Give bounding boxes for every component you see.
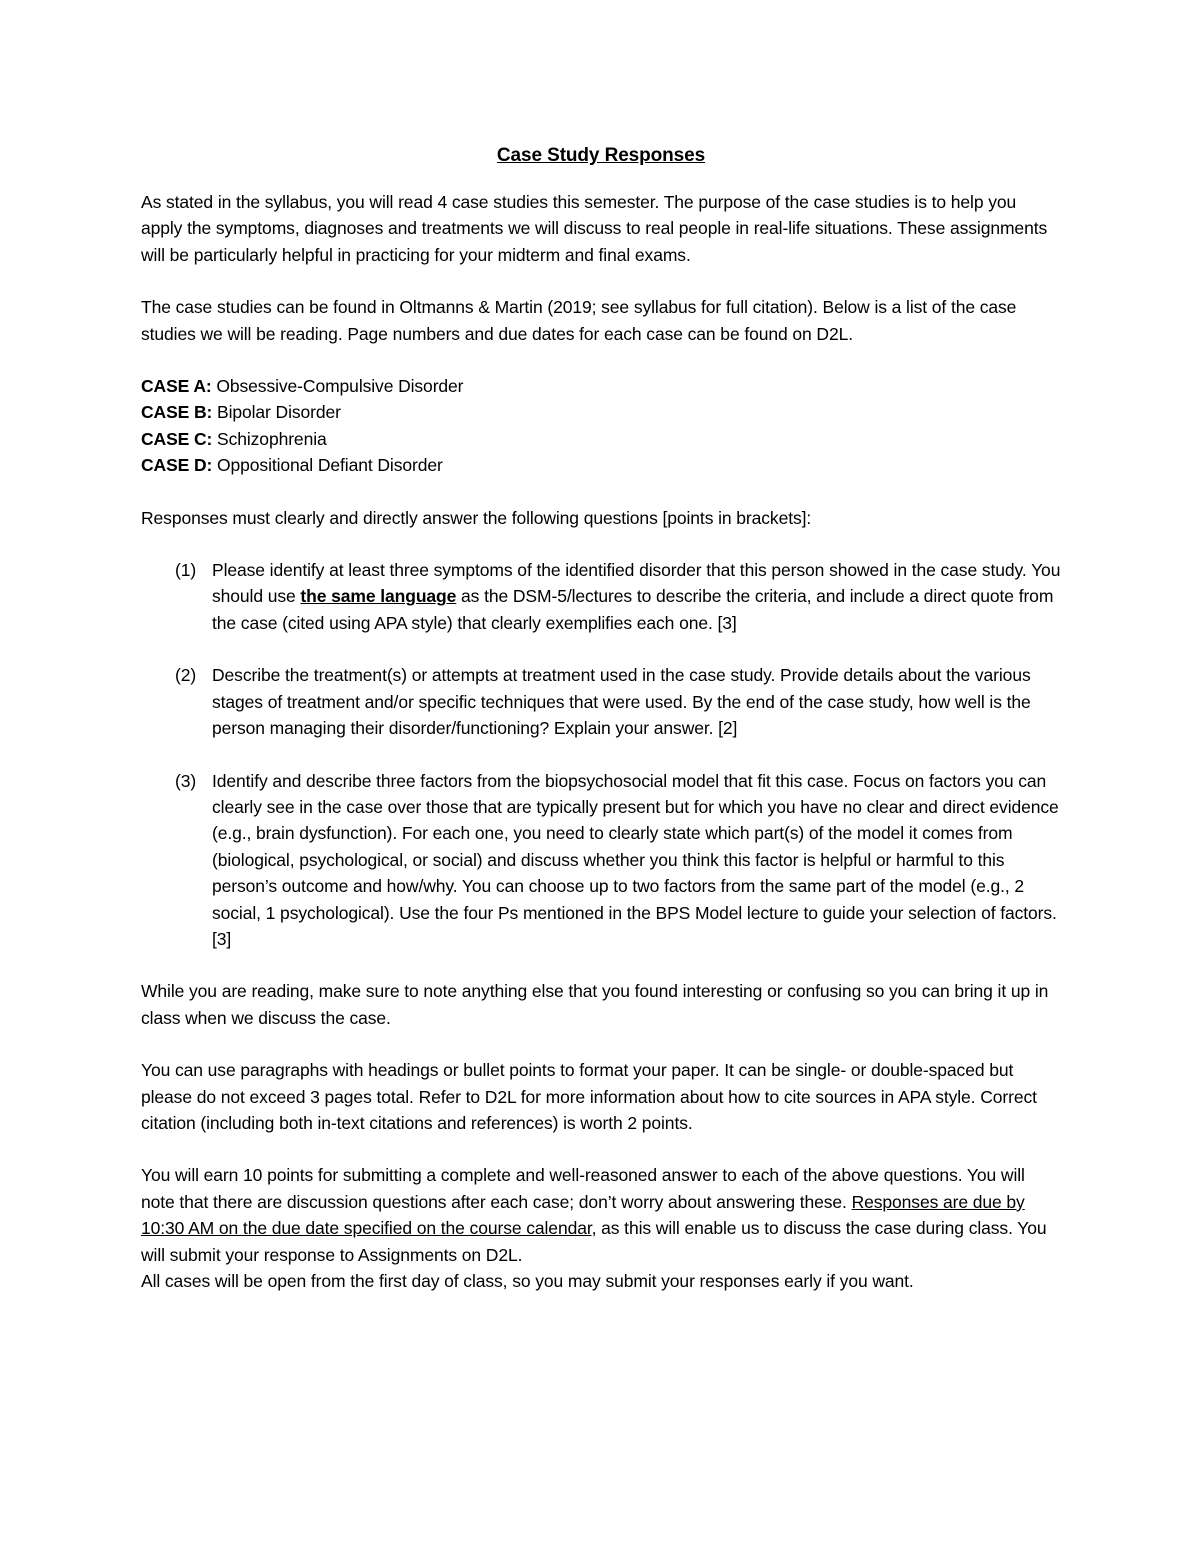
document-title: Case Study Responses (496, 145, 706, 166)
question-text-before: Please identify at least three symptoms of the identified disorder that this person showed in the case study. You should use (212, 560, 1061, 607)
question-list (141, 557, 1061, 952)
case-label: CASE D: (141, 455, 213, 476)
open-note: All cases will be open from the first day of class, so you may submit your responses early if you want. (141, 1271, 914, 1291)
case-label: CASE A: (141, 376, 212, 397)
case-list (141, 373, 1061, 479)
case-item-c (141, 426, 1061, 452)
question-text (212, 560, 1060, 633)
question-number: (1) (175, 560, 197, 581)
question-item-2 (141, 662, 1061, 741)
points-section (141, 1162, 1061, 1294)
question-item-1 (141, 557, 1061, 636)
case-label: CASE C: (141, 428, 213, 449)
format-note: You can use paragraphs with headings or bullet points to format your paper. It can be single- or double-spaced but please do not exceed 3 pages total. Refer to D2L for more information about how to cite sources in APA style. Correct citation (including both in-text citations and references) is worth 2 points. (141, 1060, 1037, 1133)
question-item-3 (141, 768, 1061, 953)
points-text-after: as this will enable us to discuss the case during class. You will submit your response to Assignments on D2L. (141, 1218, 1047, 1265)
question-number: (2) (175, 665, 197, 686)
document-body (141, 142, 1061, 1294)
case-name: Oppositional Defiant Disorder (217, 455, 443, 476)
case-item-b (141, 399, 1061, 425)
question-text-after: as the DSM-5/lectures to describe the criteria, and include a direct quote from the case (cited using APA style) that clearly exemplifies each one. [3] (212, 586, 1054, 633)
emphasized-phrase: the same language (300, 586, 457, 607)
case-name: Bipolar Disorder (217, 402, 341, 423)
question-text: Describe the treatment(s) or attempts at treatment used in the case study. Provide details about the various stages of treatment and/or specific techniques that were used. By the end of the case study, how well is the person managing their disorder/functioning? Explain your answer. [2] (212, 665, 1031, 739)
case-item-d (141, 452, 1061, 478)
intro-paragraph: As stated in the syllabus, you will read 4 case studies this semester. The purpose of the case studies is to help you apply the symptoms, diagnoses and treatments we will discuss to real people in real-life situations. These assignments will be particularly helpful in practicing for your midterm and final exams. (141, 192, 1048, 265)
case-name: Obsessive-Compulsive Disorder (216, 376, 464, 397)
case-item-a (141, 373, 1061, 399)
question-text: Identify and describe three factors from the biopsychosocial model that fit this case. Focus on factors you can clearly see in the case over those that are typically present but for which you have no clear and direct evidence (e.g., brain dysfunction). For each one, you need to clearly state which part(s) of the model it comes from (biological, psychological, or social) and discuss whether you think this factor is helpful or harmful to this person’s outcome and how/why. You can choose up to two factors from the same part of the model (e.g., 2 social, 1 psychological). Use the four Ps mentioned in the BPS Model lecture to guide your selection of factors. [3] (212, 770, 1059, 949)
source-paragraph: The case studies can be found in Oltmanns & Martin (2019; see syllabus for full citation). Below is a list of the case studies we will be reading. Page numbers and due dates for each case can be found on D2L. (141, 297, 1017, 344)
case-name: Schizophrenia (217, 428, 327, 449)
points-paragraph (141, 1162, 1061, 1268)
question-number: (3) (175, 770, 197, 791)
questions-intro: Responses must clearly and directly answer the following questions [points in brackets]: (141, 507, 812, 528)
reading-note: While you are reading, make sure to note anything else that you found interesting or confusing so you can bring it up in class when we discuss the case. (141, 981, 1049, 1028)
due-date-notice: Responses are due by 10:30 AM on the due date specified on the course calendar, (141, 1191, 1025, 1239)
points-text-before: You will earn 10 points for submitting a complete and well-reasoned answer to each of the above questions. You will note that there are discussion questions after each case; don’t worry about answering these. (141, 1165, 1025, 1212)
case-label: CASE B: (141, 402, 213, 423)
